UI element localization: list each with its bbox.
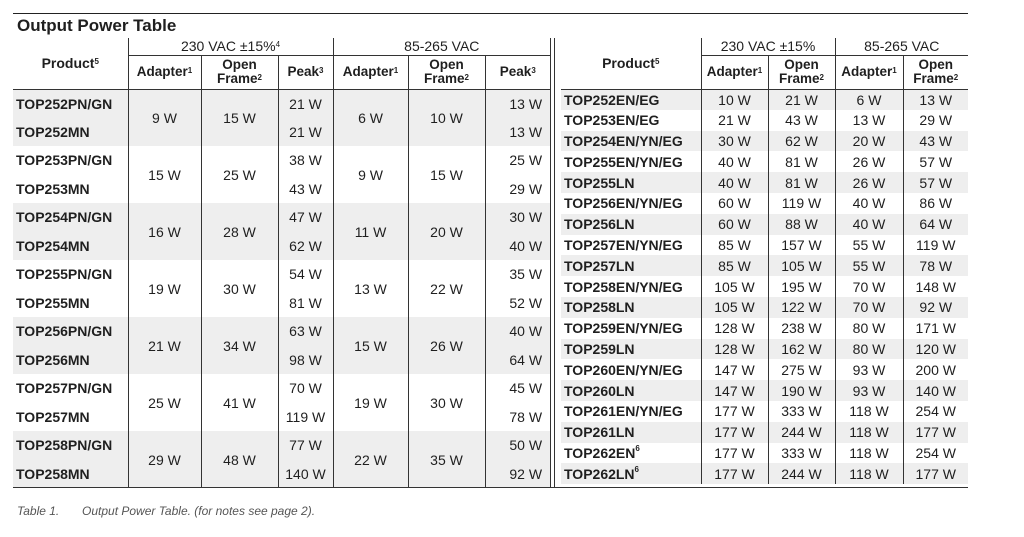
open-frame-85-value: 86 W [919,195,953,212]
open-frame-230-value: 62 W [768,131,835,152]
adapter-85-value: 22 W [333,431,408,488]
adapter-85-value: 70 W [835,297,903,318]
open-frame-230-value: 105 W [768,255,835,276]
table-row [561,235,968,256]
product-name: TOP254PN/GN [13,203,128,232]
header-adapter: Adapter$^1$ [835,55,903,89]
open-frame-85-value: 26 W [408,317,485,374]
product-name: TOP255PN/GN [13,260,128,289]
adapter-230-value: 30 W [701,131,768,152]
peak-230-value: 70 W [278,374,333,403]
product-name: TOP252EN/EG [561,89,701,110]
open-frame-85-value: 177 W [903,422,968,443]
open-frame-230-value: 333 W [768,443,835,464]
header-open-frame: Open Frame$^2$ [913,57,959,86]
header-open-frame: Open Frame$^2$ [408,55,485,89]
product-name: TOP256EN/YN/EG [561,193,701,214]
header-adapter: Adapter$^1$ [701,55,768,89]
open-frame-85-value: 57 W [919,153,953,170]
product-name: TOP255EN/YN/EG [561,151,701,172]
table-row [13,89,550,118]
header-peak: Peak$^3$ [278,55,333,89]
peak-230-value: 38 W [278,146,333,175]
table-row [561,401,968,422]
adapter-85-value: 9 W [333,146,408,203]
open-frame-85-value: 254 W [915,444,956,461]
peak-85-value: 29 W [509,180,543,197]
open-frame-85-value: 22 W [408,260,485,317]
adapter-85-value: 80 W [835,339,903,360]
peak-230-value: 77 W [278,431,333,460]
adapter-85-value: 55 W [835,235,903,256]
open-frame-230-value: 238 W [768,318,835,339]
adapter-85-value: 93 W [835,359,903,380]
open-frame-230-value: 122 W [768,297,835,318]
open-frame-230-value: 275 W [768,359,835,380]
open-frame-85-value: 171 W [915,320,956,337]
product-name: TOP260EN/YN/EG [561,359,701,380]
product-name: TOP257MN [13,403,128,432]
open-frame-230-value: 244 W [768,422,835,443]
open-frame-85-value: 20 W [408,203,485,260]
adapter-230-value: 29 W [128,431,201,488]
table-row [561,276,968,297]
product-name: TOP253PN/GN [13,146,128,175]
open-frame-230-value: 88 W [768,214,835,235]
adapter-85-value: 80 W [835,318,903,339]
table-row [561,380,968,401]
peak-85-value: 13 W [485,118,550,147]
peak-85-value: 45 W [509,380,543,397]
adapter-230-value: 128 W [701,318,768,339]
open-frame-85-value: 140 W [903,380,968,401]
adapter-230-value: 177 W [701,422,768,443]
peak-230-value: 21 W [278,89,333,118]
adapter-230-value: 147 W [701,380,768,401]
peak-230-value: 119 W [278,403,333,432]
peak-85-value: 78 W [509,408,543,425]
header-open-frame: Open Frame$^2$ [201,55,278,89]
adapter-85-value: 20 W [835,131,903,152]
adapter-230-value: 21 W [128,317,201,374]
table-row [13,203,550,232]
table-row [561,110,968,131]
open-frame-230-value: 81 W [768,172,835,193]
open-frame-230-value: 21 W [768,89,835,110]
open-frame-85-value: 78 W [903,255,968,276]
peak-85-value: 40 W [485,232,550,261]
open-frame-85-value: 148 W [915,278,956,295]
product-name: TOP253MN [13,175,128,204]
product-name: TOP256PN/GN [13,317,128,346]
adapter-85-value: 55 W [835,255,903,276]
peak-230-value: 43 W [278,175,333,204]
header-230vac: 230 VAC ±15% [701,38,835,55]
peak-230-value: 21 W [278,118,333,147]
open-frame-85-value: 35 W [408,431,485,488]
table-divider [550,38,555,488]
adapter-230-value: 40 W [701,151,768,172]
open-frame-85-value: 200 W [915,361,956,378]
adapter-85-value: 6 W [835,89,903,110]
peak-85-value: 52 W [509,294,543,311]
adapter-230-value: 10 W [701,89,768,110]
header-adapter: Adapter$^1$ [333,55,408,89]
adapter-230-value: 105 W [701,297,768,318]
caption-label: Table 1. [17,504,60,518]
product-name: TOP256LN [561,214,701,235]
table-row [13,260,550,289]
table-row [561,214,968,235]
adapter-85-value: 15 W [333,317,408,374]
open-frame-85-value: 30 W [408,374,485,431]
product-name: TOP252MN [13,118,128,147]
adapter-230-value: 177 W [701,463,768,484]
open-frame-85-value: 15 W [408,146,485,203]
adapter-230-value: 147 W [701,359,768,380]
adapter-230-value: 177 W [701,443,768,464]
table-row [561,463,968,484]
header-85-265vac: 85-265 VAC [835,38,968,55]
open-frame-230-value: 25 W [201,146,278,203]
adapter-85-value: 13 W [835,110,903,131]
open-frame-230-value: 30 W [201,260,278,317]
adapter-230-value: 60 W [701,193,768,214]
open-frame-85-value: 57 W [903,172,968,193]
adapter-230-value: 128 W [701,339,768,360]
open-frame-85-value: 92 W [903,297,968,318]
open-frame-230-value: 244 W [768,463,835,484]
adapter-230-value: 105 W [701,276,768,297]
open-frame-230-value: 162 W [768,339,835,360]
open-frame-230-value: 48 W [201,431,278,488]
adapter-230-value: 85 W [701,255,768,276]
adapter-230-value: 9 W [128,89,201,146]
open-frame-230-value: 333 W [768,401,835,422]
adapter-230-value: 16 W [128,203,201,260]
peak-230-value: 98 W [278,346,333,375]
table-row [561,151,968,172]
peak-85-value: 50 W [485,431,550,460]
open-frame-85-value: 43 W [903,131,968,152]
adapter-85-value: 11 W [333,203,408,260]
table-title: Output Power Table [13,13,968,37]
table-row [13,317,550,346]
open-frame-230-value: 81 W [768,151,835,172]
open-frame-230-value: 195 W [768,276,835,297]
open-frame-85-value: 177 W [903,463,968,484]
adapter-85-value: 93 W [835,380,903,401]
table-caption [17,504,315,518]
table-row [13,374,550,403]
product-name: $TOP262EN^6$ [561,443,701,464]
open-frame-230-value: 43 W [768,110,835,131]
adapter-85-value: 70 W [835,276,903,297]
adapter-85-value: 19 W [333,374,408,431]
open-frame-85-value: 29 W [919,112,953,129]
peak-85-value: 40 W [485,317,550,346]
product-name: TOP256MN [13,346,128,375]
adapter-230-value: 21 W [701,110,768,131]
peak-85-value: 13 W [485,89,550,118]
adapter-230-value: 40 W [701,172,768,193]
table-row [561,193,968,214]
table-row [561,339,968,360]
table-row [561,318,968,339]
table-row [561,172,968,193]
table-row [561,297,968,318]
product-name: TOP257EN/YN/EG [561,235,701,256]
header-85-265vac: 85-265 VAC [333,38,550,55]
product-name: TOP260LN [561,380,701,401]
table-bottom-rule [13,487,968,488]
adapter-85-value: 6 W [333,89,408,146]
table-row [561,422,968,443]
peak-230-value: 63 W [278,317,333,346]
product-name: TOP258MN [13,460,128,489]
peak-85-value: 92 W [485,460,550,489]
product-name: TOP258LN [561,297,701,318]
table-row [13,146,550,175]
open-frame-230-value: 28 W [201,203,278,260]
product-name: TOP259LN [561,339,701,360]
product-name: TOP261LN [561,422,701,443]
product-name: TOP252PN/GN [13,89,128,118]
peak-85-value: 64 W [485,346,550,375]
product-name: TOP261EN/YN/EG [561,401,701,422]
product-name: TOP255LN [561,172,701,193]
table-row [561,359,968,380]
peak-85-value: 25 W [509,152,543,169]
header-open-frame: Open Frame$^2$ [768,55,835,89]
header-peak: Peak$^3$ [499,64,536,79]
open-frame-85-value: 13 W [903,89,968,110]
adapter-85-value: 118 W [835,422,903,443]
adapter-230-value: 85 W [701,235,768,256]
peak-230-value: 62 W [278,232,333,261]
header-adapter: Adapter$^1$ [128,55,201,89]
peak-230-value: 54 W [278,260,333,289]
adapter-85-value: 40 W [835,193,903,214]
product-name: TOP259EN/YN/EG [561,318,701,339]
table-row [561,131,968,152]
open-frame-230-value: 157 W [768,235,835,256]
header-product: Product$^5$ [561,38,701,89]
adapter-85-value: 13 W [333,260,408,317]
output-power-table-left [13,38,550,488]
open-frame-85-value: 119 W [916,236,956,253]
product-name: TOP254MN [13,232,128,261]
peak-85-value: 30 W [485,203,550,232]
table-row [13,431,550,460]
adapter-230-value: 19 W [128,260,201,317]
peak-85-value: 35 W [509,266,543,283]
caption-text: Output Power Table. (for notes see page 2). [82,504,316,518]
product-name: TOP258PN/GN [13,431,128,460]
adapter-85-value: 118 W [835,401,903,422]
product-name: TOP253EN/EG [561,110,701,131]
table-row [561,443,968,464]
adapter-230-value: 25 W [128,374,201,431]
open-frame-230-value: 190 W [768,380,835,401]
adapter-85-value: 40 W [835,214,903,235]
adapter-230-value: 60 W [701,214,768,235]
open-frame-85-value: 120 W [903,339,968,360]
open-frame-85-value: 10 W [408,89,485,146]
adapter-85-value: 118 W [835,443,903,464]
product-name: TOP257LN [561,255,701,276]
peak-230-value: 140 W [278,460,333,489]
open-frame-230-value: 34 W [201,317,278,374]
open-frame-85-value: 64 W [903,214,968,235]
adapter-85-value: 26 W [835,151,903,172]
product-name: TOP255MN [13,289,128,318]
open-frame-230-value: 41 W [201,374,278,431]
adapter-230-value: 177 W [701,401,768,422]
peak-230-value: 47 W [278,203,333,232]
header-product: Product$^5$ [13,38,128,89]
output-power-table-right [561,38,968,484]
adapter-85-value: 26 W [835,172,903,193]
header-230vac: 230 VAC ±15%$^4$ [128,38,333,55]
product-name: $TOP262LN^6$ [561,463,701,484]
table-row [561,89,968,110]
product-name: TOP257PN/GN [13,374,128,403]
adapter-85-value: 118 W [835,463,903,484]
adapter-230-value: 15 W [128,146,201,203]
open-frame-85-value: 254 W [915,403,956,420]
product-name: TOP254EN/YN/EG [561,131,701,152]
peak-230-value: 81 W [278,289,333,318]
product-name: TOP258EN/YN/EG [561,276,701,297]
open-frame-230-value: 119 W [768,193,835,214]
open-frame-230-value: 15 W [201,89,278,146]
table-row [561,255,968,276]
